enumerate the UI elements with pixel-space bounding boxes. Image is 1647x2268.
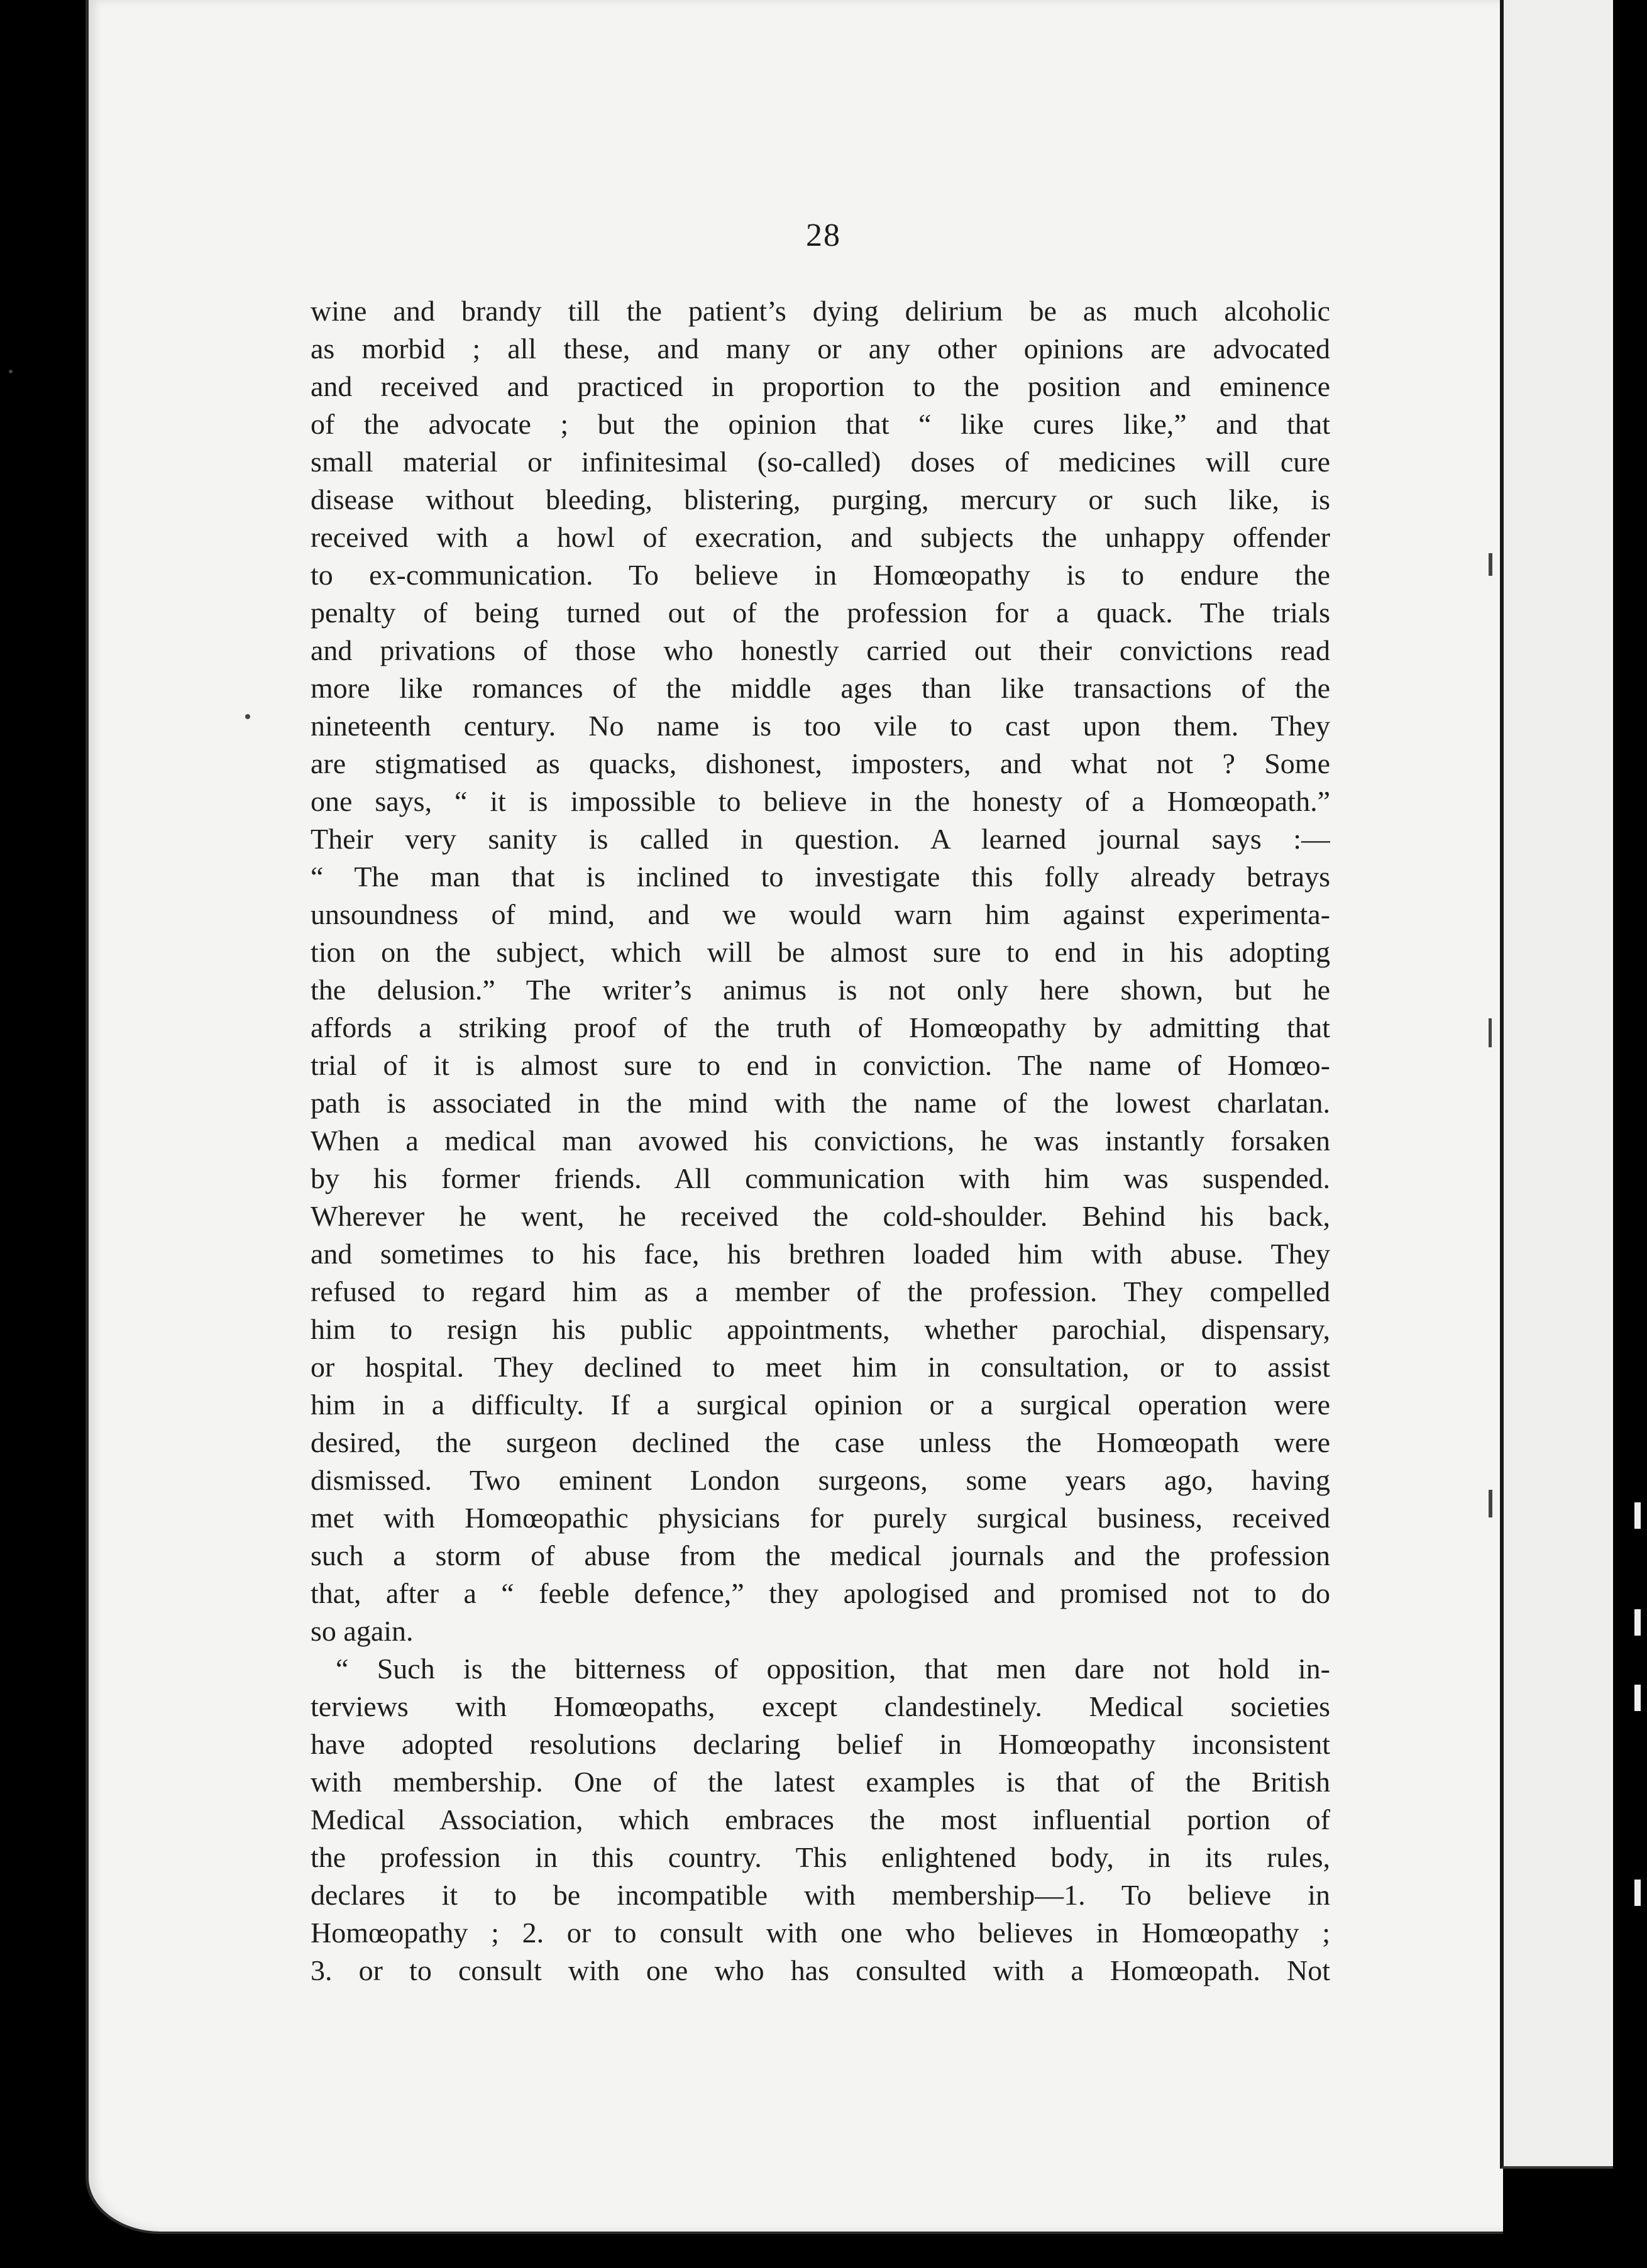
- text-line: “ Such is the bitterness of opposition, that men dare not hold in-: [336, 1653, 1330, 1685]
- text-line: small material or infinitesimal (so-called) doses of medicines will cure: [311, 446, 1330, 478]
- text-line: met with Homœopathic physicians for purely surgical business, received: [311, 1502, 1330, 1534]
- text-line: trial of it is almost sure to end in conviction. The name of Homœo-: [311, 1049, 1330, 1081]
- text-line: dismissed. Two eminent London surgeons, some years ago, having: [311, 1464, 1330, 1496]
- text-line: Medical Association, which embraces the most influential portion of: [311, 1803, 1330, 1836]
- text-line: with membership. One of the latest examples is that of the British: [311, 1766, 1330, 1798]
- text-line: disease without bleeding, blistering, purging, mercury or such like, is: [311, 483, 1330, 515]
- text-line: When a medical man avowed his convictions, he was instantly forsaken: [311, 1125, 1330, 1157]
- text-line: 3. or to consult with one who has consulted with a Homœopath. Not: [311, 1954, 1330, 1986]
- text-line: penalty of being turned out of the profession for a quack. The trials: [311, 597, 1330, 629]
- adjacent-page-fragment: [1634, 1880, 1641, 1906]
- text-line: have adopted resolutions declaring belief in Homœopathy inconsistent: [311, 1728, 1330, 1760]
- text-line: Their very sanity is called in question. A learned journal says :—: [311, 823, 1330, 855]
- adjacent-page-fragment: [1634, 1609, 1641, 1636]
- text-line: him in a difficulty. If a surgical opinion or a surgical operation were: [311, 1389, 1330, 1421]
- text-line: declares it to be incompatible with membership—1. To believe in: [311, 1879, 1330, 1911]
- text-line: more like romances of the middle ages than like transactions of the: [311, 672, 1330, 704]
- text-line: “ The man that is inclined to investigate this folly already betrays: [311, 861, 1330, 893]
- text-line: received with a howl of execration, and subjects the unhappy offender: [311, 521, 1330, 553]
- text-line: desired, the surgeon declined the case unless the Homœopath were: [311, 1426, 1330, 1458]
- text-line: are stigmatised as quacks, dishonest, imposters, and what not ? Some: [311, 747, 1330, 779]
- scan-mark: [1489, 1018, 1492, 1047]
- text-line: and sometimes to his face, his brethren loaded him with abuse. They: [311, 1238, 1330, 1270]
- text-line: Wherever he went, he received the cold-shoulder. Behind his back,: [311, 1200, 1330, 1232]
- text-line: nineteenth century. No name is too vile to cast upon them. They: [311, 710, 1330, 742]
- text-line: such a storm of abuse from the medical journals and the profession: [311, 1539, 1330, 1572]
- text-line: terviews with Homœopaths, except clandestinely. Medical societies: [311, 1690, 1330, 1722]
- text-line: that, after a “ feeble defence,” they apologised and promised not to do: [311, 1577, 1330, 1609]
- text-line: or hospital. They declined to meet him in consultation, or to assist: [311, 1351, 1330, 1383]
- text-line: and privations of those who honestly carried out their convictions read: [311, 634, 1330, 666]
- text-line: the profession in this country. This enlightened body, in its rules,: [311, 1841, 1330, 1873]
- adjacent-page-fragment: [1634, 1685, 1641, 1711]
- body-text: [311, 292, 1330, 1990]
- text-line: one says, “ it is impossible to believe in the honesty of a Homœopath.”: [311, 785, 1330, 817]
- scan-mark: [1489, 1490, 1492, 1517]
- adjacent-page-fragment: [1634, 1502, 1641, 1529]
- text-line: so again.: [311, 1615, 414, 1647]
- text-line: by his former friends. All communication with him was suspended.: [311, 1162, 1330, 1194]
- scan-mark: [1489, 553, 1492, 576]
- adjacent-page-edge: [1500, 0, 1613, 2169]
- text-line: him to resign his public appointments, whether parochial, dispensary,: [311, 1313, 1330, 1345]
- text-line: the delusion.” The writer’s animus is not only here shown, but he: [311, 974, 1330, 1006]
- text-line: tion on the subject, which will be almost sure to end in his adopting: [311, 936, 1330, 968]
- page-number: 28: [806, 217, 841, 253]
- text-line: path is associated in the mind with the name of the lowest charlatan.: [311, 1087, 1330, 1119]
- text-line: wine and brandy till the patient’s dying delirium be as much alcoholic: [311, 295, 1330, 327]
- text-line: Homœopathy ; 2. or to consult with one who believes in Homœopathy ;: [311, 1917, 1330, 1949]
- text-line: affords a striking proof of the truth of Homœopathy by admitting that: [311, 1011, 1330, 1043]
- scan-dot: [9, 370, 13, 373]
- text-line: and received and practiced in proportion to the position and eminence: [311, 370, 1330, 402]
- text-line: refused to regard him as a member of the profession. They compelled: [311, 1275, 1330, 1307]
- text-line: to ex-communication. To believe in Homœopathy is to endure the: [311, 559, 1330, 591]
- text-line: of the advocate ; but the opinion that “ like cures like,” and that: [311, 408, 1330, 440]
- text-line: as morbid ; all these, and many or any other opinions are advocated: [311, 333, 1330, 365]
- text-line: unsoundness of mind, and we would warn him against experimenta-: [311, 898, 1330, 930]
- scan-dot: [245, 714, 250, 719]
